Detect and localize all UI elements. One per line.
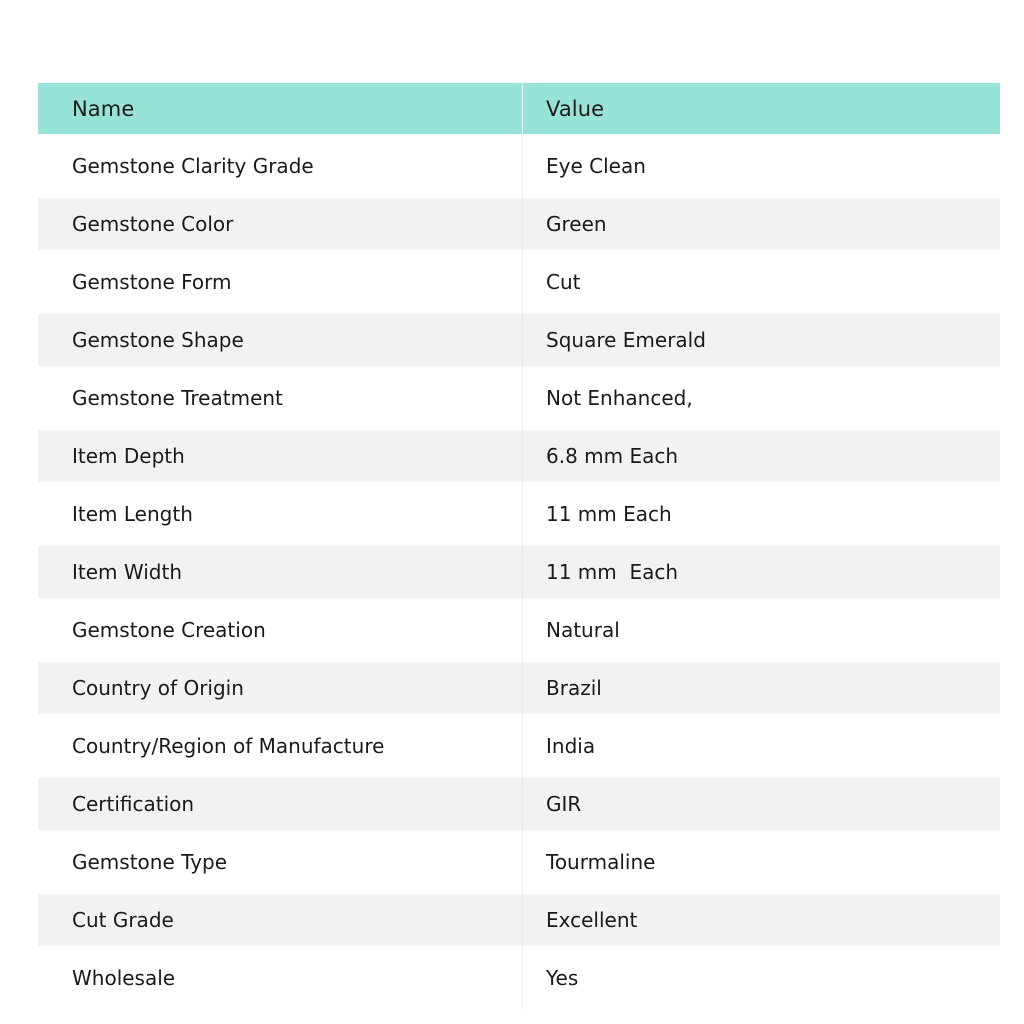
- row-name: Item Depth: [38, 430, 523, 482]
- row-value: Brazil: [546, 676, 602, 700]
- row-value: Yes: [546, 966, 579, 990]
- row-name: Item Length: [38, 482, 523, 546]
- row-name: Gemstone Clarity Grade: [38, 134, 523, 198]
- table-row: [38, 314, 1000, 366]
- column-header-name: Name: [38, 83, 523, 134]
- table-header: [38, 83, 1000, 134]
- table-row: [38, 546, 1000, 598]
- table-row: [38, 894, 1000, 946]
- row-value: Not Enhanced,: [546, 386, 693, 410]
- table-row: [38, 482, 1000, 546]
- row-name: Gemstone Type: [38, 830, 523, 894]
- row-name: Certification: [38, 778, 523, 830]
- row-value: Square Emerald: [546, 328, 706, 352]
- row-value: 11 mm Each: [546, 502, 672, 526]
- table-row: [38, 250, 1000, 314]
- table-row: [38, 134, 1000, 198]
- row-value: 11 mm Each: [546, 560, 679, 584]
- row-name: Cut Grade: [38, 894, 523, 946]
- table-row: [38, 830, 1000, 894]
- row-value: Eye Clean: [546, 154, 646, 178]
- row-value: Cut: [546, 270, 581, 294]
- row-name: Gemstone Form: [38, 250, 523, 314]
- row-value: Excellent: [546, 908, 638, 932]
- table-row: [38, 430, 1000, 482]
- row-name: Country/Region of Manufacture: [38, 714, 523, 778]
- row-value: Natural: [546, 618, 620, 642]
- table-row: [38, 662, 1000, 714]
- table-row: [38, 946, 1000, 1010]
- row-value: GIR: [546, 792, 582, 816]
- item-specifics-table: [38, 83, 1000, 1010]
- row-name: Gemstone Treatment: [38, 366, 523, 430]
- row-name: Gemstone Creation: [38, 598, 523, 662]
- row-name: Gemstone Color: [38, 198, 523, 250]
- row-value: Tourmaline: [546, 850, 656, 874]
- row-value: Green: [546, 212, 607, 236]
- table-row: [38, 714, 1000, 778]
- row-name: Wholesale: [38, 946, 523, 1010]
- table-row: [38, 366, 1000, 430]
- table-row: [38, 778, 1000, 830]
- column-header-value: Value: [546, 96, 605, 121]
- row-name: Gemstone Shape: [38, 314, 523, 366]
- row-value: 6.8 mm Each: [546, 444, 679, 468]
- table-row: [38, 598, 1000, 662]
- table-row: [38, 198, 1000, 250]
- row-name: Item Width: [38, 546, 523, 598]
- row-name: Country of Origin: [38, 662, 523, 714]
- row-value: India: [546, 734, 596, 758]
